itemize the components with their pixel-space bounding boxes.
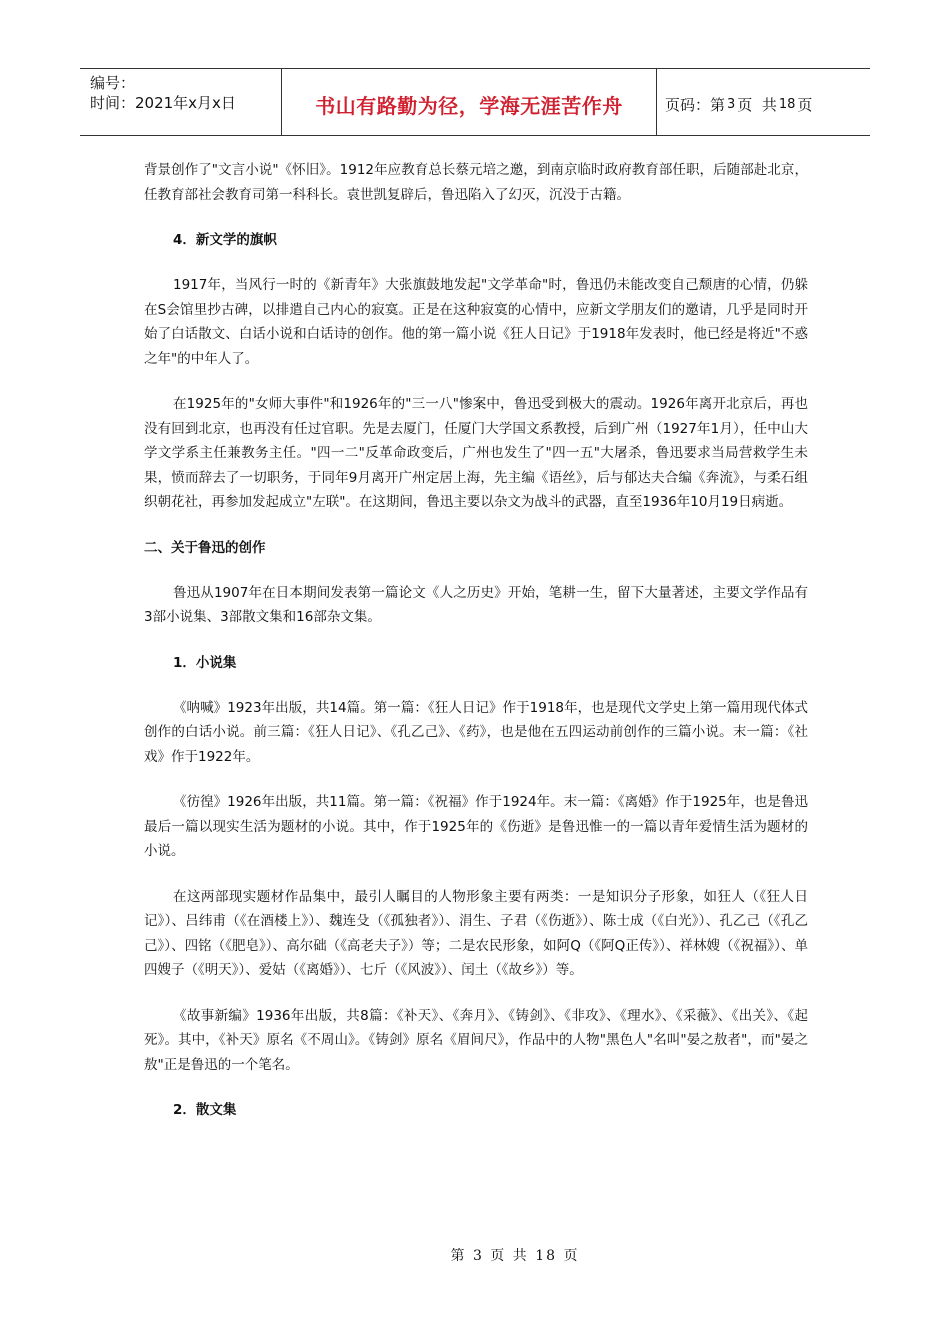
page-middle: 页 共 (737, 95, 777, 114)
page-current: 3 (727, 96, 736, 112)
page-prefix: 页码：第 (665, 95, 726, 114)
paragraph: 背景创作了"文言小说"《怀旧》。1912年应教育总长蔡元培之邀，到南京临时政府教育部任职，后随部赴北京，任教育部社会教育司第一科科长。袁世凯复辟后，鲁迅陷入了幻灭，沉没于古籍。 (144, 162, 808, 203)
section-heading: 4．新文学的旗帜 (173, 232, 277, 248)
time-label: 时间：2021年x月x日 (90, 94, 236, 112)
page-header (80, 68, 870, 136)
paragraph: 《故事新编》1936年出版，共8篇：《补天》、《奔月》、《铸剑》、《非攻》、《理水》、《采薇》、《出关》、《起死》。其中，《补天》原名《不周山》。《铸剑》原名《眉间尺》，作品中的人物"黑色人"名叫"晏之敖者"，而"晏之敖"正是鲁迅的一个笔名。 (144, 1007, 808, 1073)
number-label: 编号： (90, 74, 136, 92)
page-footer: 第 3 页 共 18 页 (450, 1248, 580, 1264)
paragraph: 鲁迅从1907年在日本期间发表第一篇论文《人之历史》开始，笔耕一生，留下大量著述，主要文学作品有3部小说集、3部散文集和16部杂文集。 (144, 584, 808, 625)
paragraph: 1917年，当风行一时的《新青年》大张旗鼓地发起"文学革命"时，鲁迅仍未能改变自己颓唐的心情，仍躲在S会馆里抄古碑，以排遣自己内心的寂寞。正是在这种寂寞的心情中，应新文学朋友们的邀请，几乎是同时开始了白话散文、白话小说和白话诗的创作。他的第一篇小说《狂人日记》于1918年发表时，他已经是将近"不惑之年"的中年人了。 (144, 277, 808, 367)
header-motto: 书山有路勤为径，学海无涯苦作舟 (281, 69, 657, 135)
header-info (80, 69, 281, 135)
paragraph: 在1925年的"女师大事件"和1926年的"三一八"惨案中，鲁迅受到极大的震动。1926年离开北京后，再也没有回到北京，也再没有任过官职。先是去厦门，任厦门大学国文系教授，后到广州（1927年1月），任中山大学文学系主任兼教务主任。"四一二"反革命政变后，广州也发生了"四一五"大屠杀，鲁迅要求当局营救学生未果，愤而辞去了一切职务，于同年9月离开广州定居上海，先主编《语丝》，后与郁达夫合编《奔流》，与柔石组织朝花社，再参加发起成立"左联"。在这期间，鲁迅主要以杂文为战斗的武器，直至1936年10月19日病逝。 (144, 396, 808, 510)
paragraph: 在这两部现实题材作品集中，最引人瞩目的人物形象主要有两类：一是知识分子形象，如狂人（《狂人日记》）、吕纬甫（《在酒楼上》）、魏连殳（《孤独者》）、涓生、子君（《伤逝》）、陈士成（《白光》）、孔乙己（《孔乙己》）、四铭（《肥皂》）、高尔础（《高老夫子》）等；二是农民形象，如阿Q（《阿Q正传》）、祥林嫂（《祝福》）、单四嫂子（《明天》）、爱姑（《离婚》）、七斤（《风波》）、闰土（《故乡》）等。 (144, 888, 808, 978)
page-total: 18 (778, 96, 796, 112)
paragraph: 《呐喊》1923年出版，共14篇。第一篇：《狂人日记》作于1918年，也是现代文学史上第一篇用现代体式创作的白话小说。前三篇：《狂人日记》、《孔乙己》、《药》，也是他在五四运动前创作的三篇小说。末一篇：《社戏》作于1922年。 (144, 699, 808, 765)
page-suffix: 页 (797, 95, 813, 114)
section-heading: 2．散文集 (173, 1102, 237, 1118)
section-heading: 1．小说集 (173, 654, 237, 671)
header-page-number (657, 69, 870, 135)
document-body (144, 158, 808, 1143)
paragraph: 《彷徨》1926年出版，共11篇。第一篇：《祝福》作于1924年。末一篇：《离婚》作于1925年，也是鲁迅最后一篇以现实生活为题材的小说。其中，作于1925年的《伤逝》是鲁迅惟一的一篇以青年爱情生活为题材的小说。 (144, 794, 808, 859)
section-heading: 二、关于鲁迅的创作 (144, 539, 266, 556)
